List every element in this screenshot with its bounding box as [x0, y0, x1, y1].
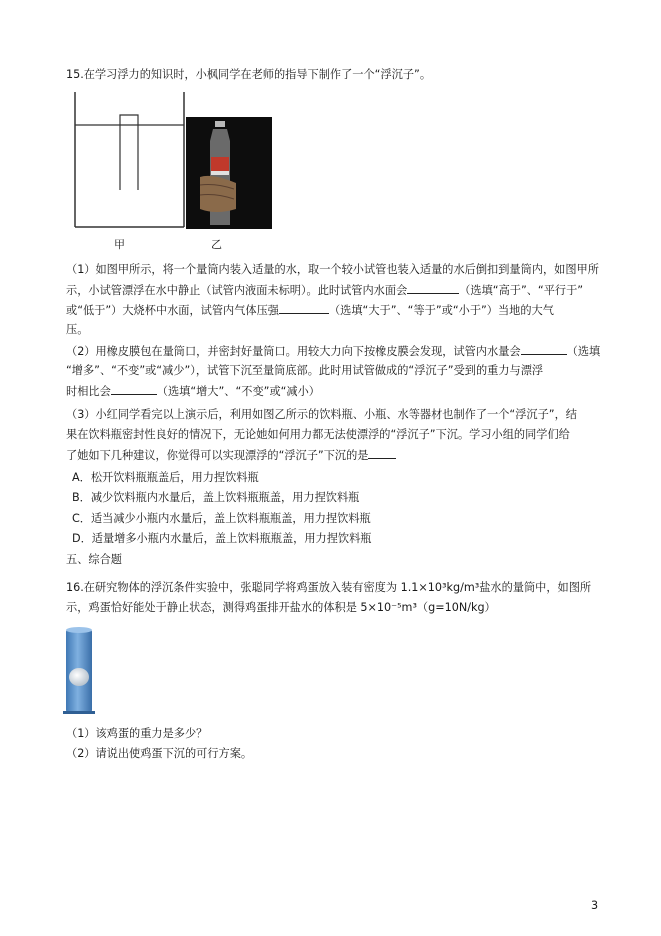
q15-p2-line3a: 时相比会	[66, 385, 111, 398]
q15-p2-line3	[66, 383, 320, 399]
q15-p1-line4: 压。	[66, 323, 89, 336]
q16-sub1: （1）该鸡蛋的重力是多少？	[66, 727, 208, 740]
option-b[interactable]: B．减少饮料瓶内水量后，盖上饮料瓶瓶盖，用力捏饮料瓶	[72, 491, 360, 504]
q15-p1-line3a: 或“低于”）大烧杯中水面，试管内气体压强	[66, 304, 279, 317]
q15-p1-line1: （1）如图甲所示，将一个量筒内装入适量的水，取一个较小试管也装入适量的水后倒扣到量筒内，如图甲所	[66, 263, 599, 276]
q15-p1-line2b: （选填“高于”、“平行于”	[459, 284, 584, 297]
q15-p1-line2	[66, 282, 583, 298]
answer-blank[interactable]	[521, 343, 567, 355]
q15-p3-line3	[66, 447, 396, 463]
q16-line2: 示，鸡蛋恰好能处于静止状态，测得鸡蛋排开盐水的体积是 5×10⁻⁵m³（g=10N/kg）	[66, 601, 496, 614]
q15-p3-line1: （3）小红同学看完以上演示后，利用如图乙所示的饮料瓶、小瓶、水等器材也制作了一个“浮沉子”，结	[66, 408, 577, 421]
section-heading: 五、综合题	[66, 553, 122, 566]
q15-p2-line1b: （选填	[566, 345, 601, 358]
q15-p2-line1	[66, 343, 600, 359]
q15-p3-line2: 果在饮料瓶密封性良好的情况下，无论她如何用力都无法使漂浮的“浮沉子”下沉。学习小组的同学们给	[66, 428, 570, 441]
page-number: 3	[591, 899, 599, 912]
bottle-image	[186, 117, 272, 229]
q16-sub2: （2）请说出使鸡蛋下沉的可行方案。	[66, 747, 253, 760]
figure-yi-photo	[186, 117, 272, 229]
answer-blank[interactable]	[368, 447, 396, 459]
option-d[interactable]: D．适量增多小瓶内水量后，盖上饮料瓶瓶盖，用力捏饮料瓶	[72, 532, 372, 545]
q15-p2-line3b: （选填“增大”、“不变”或“减小）	[156, 385, 320, 398]
figure-yi-caption: 乙	[211, 238, 222, 251]
q15-p1-line3	[66, 302, 554, 318]
q15-p2-line2: “增多”、“不变”或“减少”），试管下沉至量筒底部。此时用试管做成的“浮沉子”受到的重力与漂浮	[66, 364, 544, 377]
q15-p1-line2a: 示，小试管漂浮在水中静止（试管内液面未标明）。此时试管内水面会	[66, 284, 408, 297]
q15-p1-line3b: （选填“大于”、“等于”或“小于”）当地的大气	[328, 304, 554, 317]
answer-blank[interactable]	[407, 282, 459, 294]
q16-line1: 16.在研究物体的浮沉条件实验中，张聪同学将鸡蛋放入装有密度为 1.1×10³kg/m³盐水的量筒中，如图所	[66, 581, 592, 594]
q15-stem: 15.在学习浮力的知识时，小枫同学在老师的指导下制作了一个“浮沉子”。	[66, 68, 432, 81]
q15-p2-line1a: （2）用橡皮膜包在量筒口，并密封好量筒口。用较大力向下按橡皮膜会发现，试管内水量会	[66, 345, 521, 358]
option-a[interactable]: A．松开饮料瓶瓶盖后，用力捏饮料瓶	[72, 471, 259, 484]
figure-jia-beaker	[70, 90, 190, 230]
graduated-cylinder-egg-figure	[62, 625, 98, 715]
figure-jia-caption: 甲	[114, 238, 125, 251]
q15-p3-line3-text: 了她如下几种建议，你觉得可以实现漂浮的“浮沉子”下沉的是	[66, 449, 369, 462]
option-c[interactable]: C．适当减少小瓶内水量后，盖上饮料瓶瓶盖，用力捏饮料瓶	[72, 512, 371, 525]
answer-blank[interactable]	[279, 302, 329, 314]
answer-blank[interactable]	[111, 383, 157, 395]
